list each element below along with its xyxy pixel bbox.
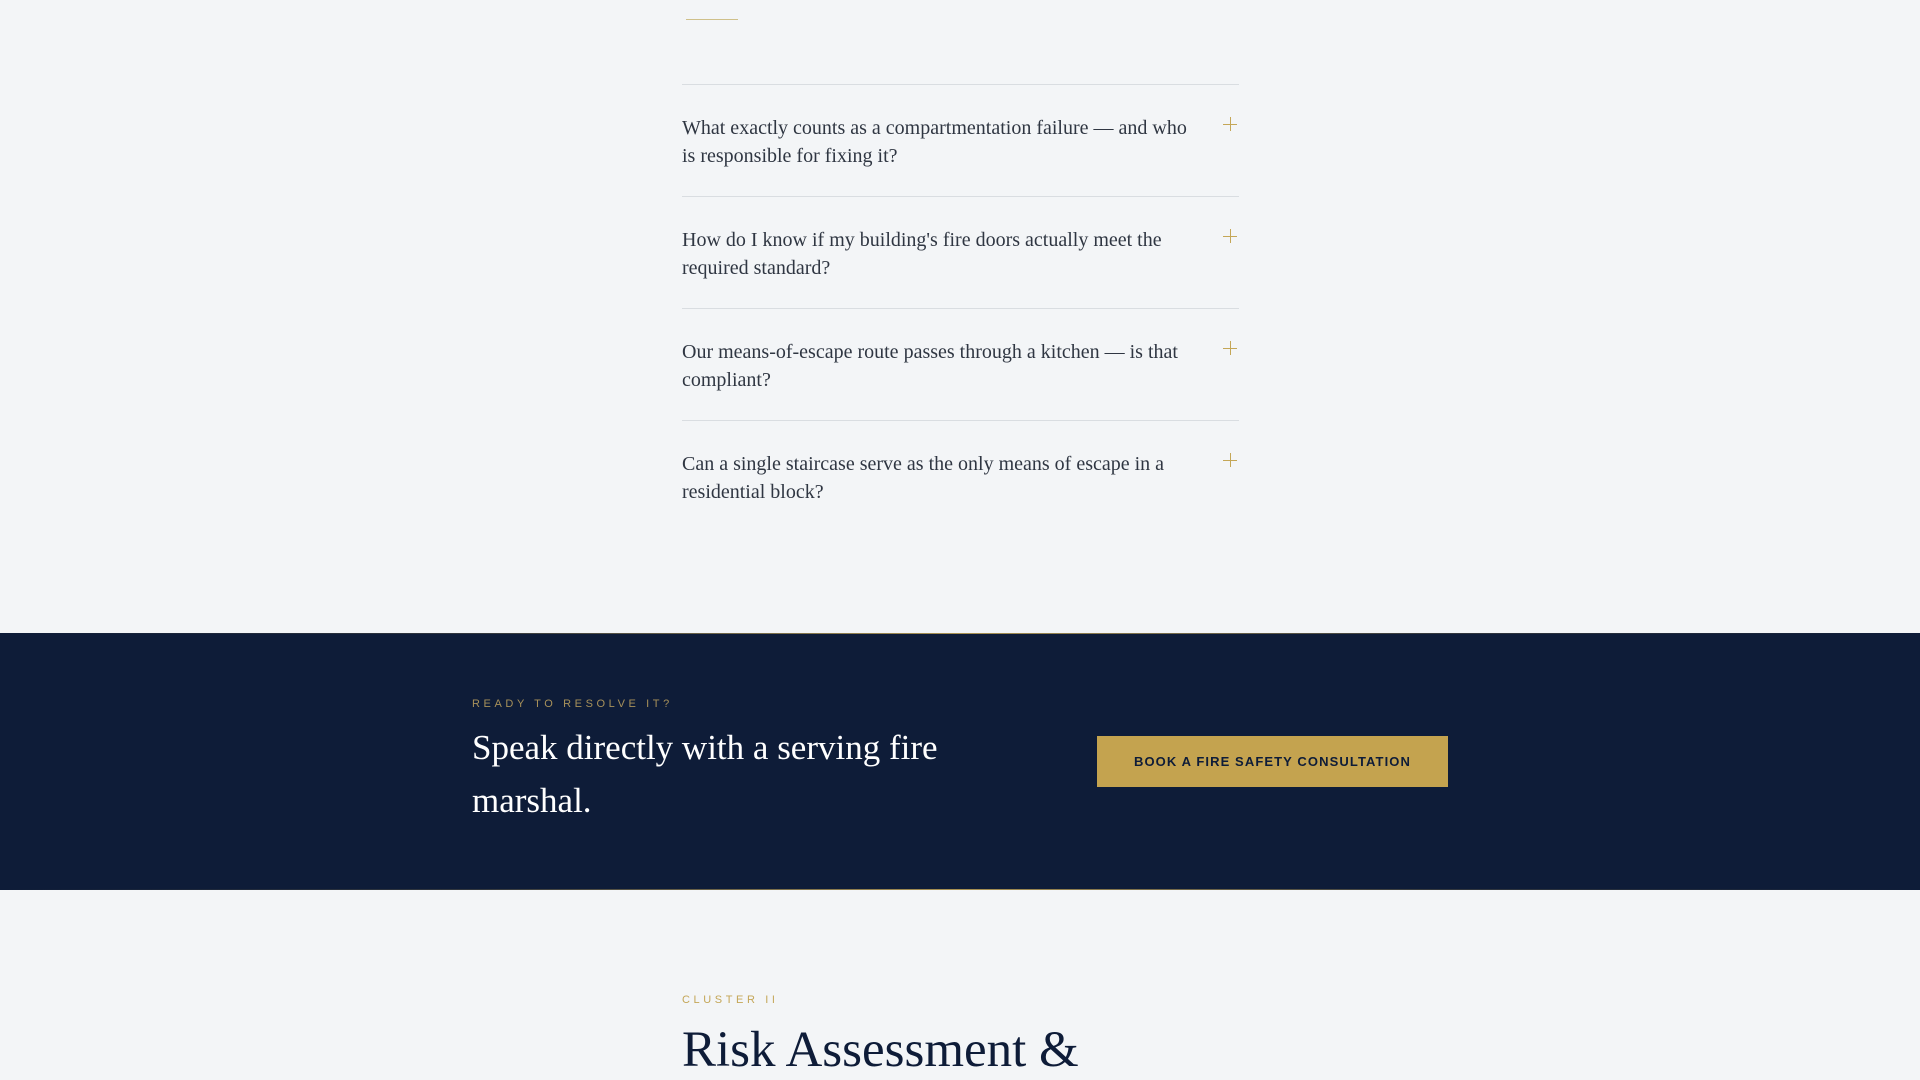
faq-list	[682, 84, 1239, 532]
faq-question: Can a single staircase serve as the only means of escape in a residential block?	[682, 453, 1165, 503]
cta-banner	[0, 633, 1920, 890]
plus-icon[interactable]	[1223, 117, 1237, 131]
faq-item[interactable]	[682, 420, 1239, 532]
faq-question: How do I know if my building's fire doors actually meet the required standard?	[682, 229, 1162, 279]
cta-top-divider	[0, 633, 1920, 634]
faq-item[interactable]	[682, 196, 1239, 308]
cluster-eyebrow: CLUSTER II	[682, 994, 779, 1006]
plus-icon[interactable]	[1223, 229, 1237, 243]
book-consultation-button[interactable]: BOOK A FIRE SAFETY CONSULTATION	[1097, 736, 1448, 787]
faq-question: Our means-of-escape route passes through a kitchen — is that compliant?	[682, 341, 1178, 391]
cluster-title: Risk Assessment &	[682, 1022, 1079, 1078]
cta-eyebrow: READY TO RESOLVE IT?	[472, 698, 673, 710]
plus-icon[interactable]	[1223, 341, 1237, 355]
faq-item[interactable]	[682, 308, 1239, 420]
cluster-section	[0, 890, 1920, 1080]
section-accent-divider	[686, 19, 738, 20]
plus-icon[interactable]	[1223, 453, 1237, 467]
cta-heading: Speak directly with a serving fire marshal.	[472, 728, 938, 820]
faq-item[interactable]	[682, 84, 1239, 196]
faq-question: What exactly counts as a compartmentation failure — and who is responsible for fixing it?	[682, 117, 1187, 167]
